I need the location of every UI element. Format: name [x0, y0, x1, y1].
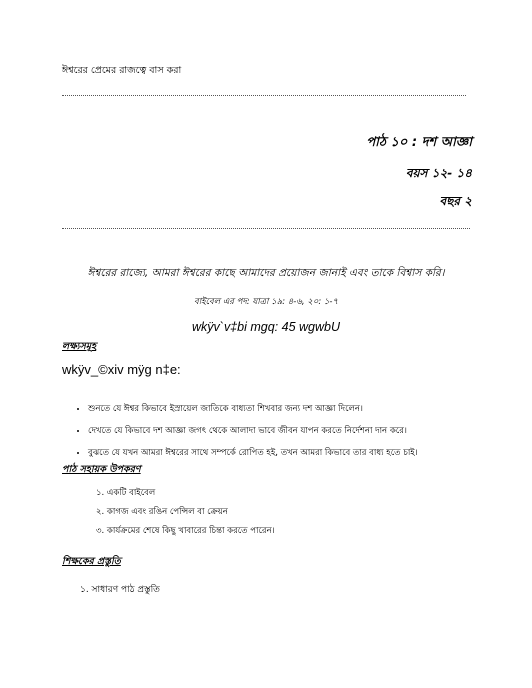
preparation-item: ১. সাধারণ পাঠ প্রস্তুতি [80, 585, 160, 595]
material-item: ২. কাগজ এবং রঙিন পেন্সিল বা ক্রেয়ন [96, 507, 228, 517]
document-header-title: ঈশ্বরের প্রেমের রাজত্বে বাস করা [62, 65, 182, 76]
materials-heading: পাঠ সহায়ক উপকরণ [62, 464, 141, 475]
material-item: ১. একটি বাইবেল [96, 488, 156, 498]
age-range: বয়স ১২- ১৪ [405, 166, 472, 180]
bible-passage: বাইবেল এর পদ: যাত্রা ১৯: ৪-৬, ২০: ১-৭ [193, 297, 339, 307]
objective-item: • বুঝতে যে যখন আমরা ঈশ্বরের সাথে সম্পর্কে রোপিত হই, তখন আমরা কিভাবে তার বাধ্য হতে চাই। [88, 446, 508, 460]
dotted-divider-top [62, 95, 466, 96]
material-item: ৩. কার্যক্রমের শেষে কিছু খাবারের চিন্তা করতে পারেন। [96, 526, 275, 536]
dotted-divider-middle [62, 228, 470, 229]
objective-item: • দেখতে যে কিভাবে দশ আজ্ঞা জগৎ থেকে আলাদা ভাবে জীবন যাপন করতে নির্দেশনা দান করে। [88, 424, 508, 438]
lesson-title: পাঠ ১০ : দশ আজ্ঞা [366, 135, 472, 150]
objectives-intro: wkÿv_©xiv mÿg n‡e: [62, 362, 181, 377]
theme-statement: ঈশ্বরের রাজ্যে, আমরা ঈশ্বরের কাছে আমাদের প্রয়োজন জানাই এবং তাকে বিশ্বাস করি। [87, 267, 445, 279]
objectives-list [62, 402, 508, 468]
year-label: বছর ২ [439, 194, 472, 208]
preparation-heading: শিক্ষকের প্রস্তুতি [62, 556, 121, 567]
objective-item: • শুনতে যে ঈশ্বর কিভাবে ইস্রায়েল জাতিকে বাধ্যতা শিখবার জন্য দশ আজ্ঞা দিলেন। [88, 402, 508, 416]
teaching-time: wkÿv`v‡bi mgq: 45 wgwbU [192, 320, 340, 334]
materials-list [96, 486, 275, 543]
objectives-heading: লক্ষ্যসমূহ [62, 341, 97, 352]
